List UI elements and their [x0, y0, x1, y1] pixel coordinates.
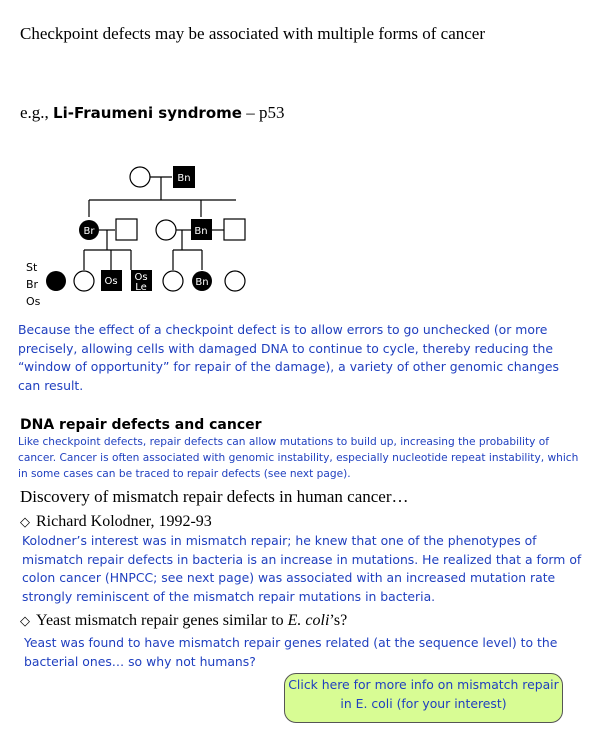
- discovery-heading: Discovery of mismatch repair defects in human cancer…: [20, 487, 409, 506]
- gen2-a-label: Br: [83, 226, 95, 237]
- bullet-kolodner: [20, 513, 212, 531]
- gen3-f-label: Bn: [195, 277, 209, 288]
- pedigree-chart: [20, 160, 270, 315]
- bullet-yeast-organism: E. coli: [287, 612, 330, 629]
- page-title: Checkpoint defects may be associated with multiple forms of cancer: [20, 24, 485, 43]
- gen3-d-label-2: Le: [135, 282, 147, 293]
- gen3-e-unaffected: [163, 271, 183, 291]
- gen3-b-unaffected: [74, 271, 94, 291]
- gen2-b-unaffected: [116, 219, 137, 240]
- example-line: [20, 103, 284, 123]
- repair-defects-explanation: Like checkpoint defects, repair defects can allow mutations to build up, increasing the probability of cancer. Cancer is often associated with genomic instability, especially nucleotide repeat instability, which in some cases can be traced to repair defects (see next page).: [18, 436, 579, 480]
- gen1-father-label: Bn: [177, 173, 191, 184]
- gen1-mother: [130, 167, 150, 187]
- bullet-yeast-suffix: ’s?: [329, 612, 348, 629]
- gen3-g-unaffected: [225, 271, 245, 291]
- gen2-c-unaffected: [156, 220, 176, 240]
- example-prefix: e.g.,: [20, 103, 54, 122]
- diamond-bullet-icon: ◇: [20, 613, 30, 628]
- yeast-explanation: Yeast was found to have mismatch repair genes related (at the sequence level) to the bacterial ones… so why not humans?: [24, 635, 558, 669]
- gene-name: – p53: [241, 103, 285, 122]
- mismatch-repair-info-button[interactable]: Click here for more info on mismatch repair in E. coli (for your interest): [284, 673, 563, 723]
- bullet-yeast-prefix: Yeast mismatch repair genes similar to: [36, 612, 288, 629]
- syndrome-name: Li-Fraumeni syndrome: [53, 104, 242, 122]
- bullet-kolodner-text: Richard Kolodner, 1992-93: [36, 513, 212, 530]
- kolodner-explanation: Kolodner’s interest was in mismatch repair; he knew that one of the phenotypes of mismatch repair defects in bacteria is an increase in mutations. He realized that a form of colon cancer (HNPCC; see next page) was associated with an increased mutation rate strongly reminiscent of the mismatch repair mutations in bacteria.: [22, 533, 582, 604]
- diamond-bullet-icon: ◇: [20, 514, 30, 529]
- bullet-yeast: [20, 612, 347, 630]
- gen2-e-unaffected: [224, 219, 245, 240]
- checkpoint-explanation: Because the effect of a checkpoint defect is to allow errors to go unchecked (or more precisely, allowing cells with damaged DNA to continue to cycle, thereby reducing the “window of opportunity” for repair of the damage), a variety of other genomic changes can result.: [18, 322, 559, 393]
- gen3-a-affected: [46, 271, 66, 291]
- gen2-d-label: Bn: [194, 226, 208, 237]
- key-st: St: [26, 261, 38, 274]
- section-heading-dna-repair: DNA repair defects and cancer: [20, 417, 262, 433]
- gen3-d-label-1: Os: [134, 272, 148, 283]
- gen3-c-label: Os: [104, 276, 118, 287]
- key-os: Os: [26, 295, 41, 308]
- key-br: Br: [26, 278, 39, 291]
